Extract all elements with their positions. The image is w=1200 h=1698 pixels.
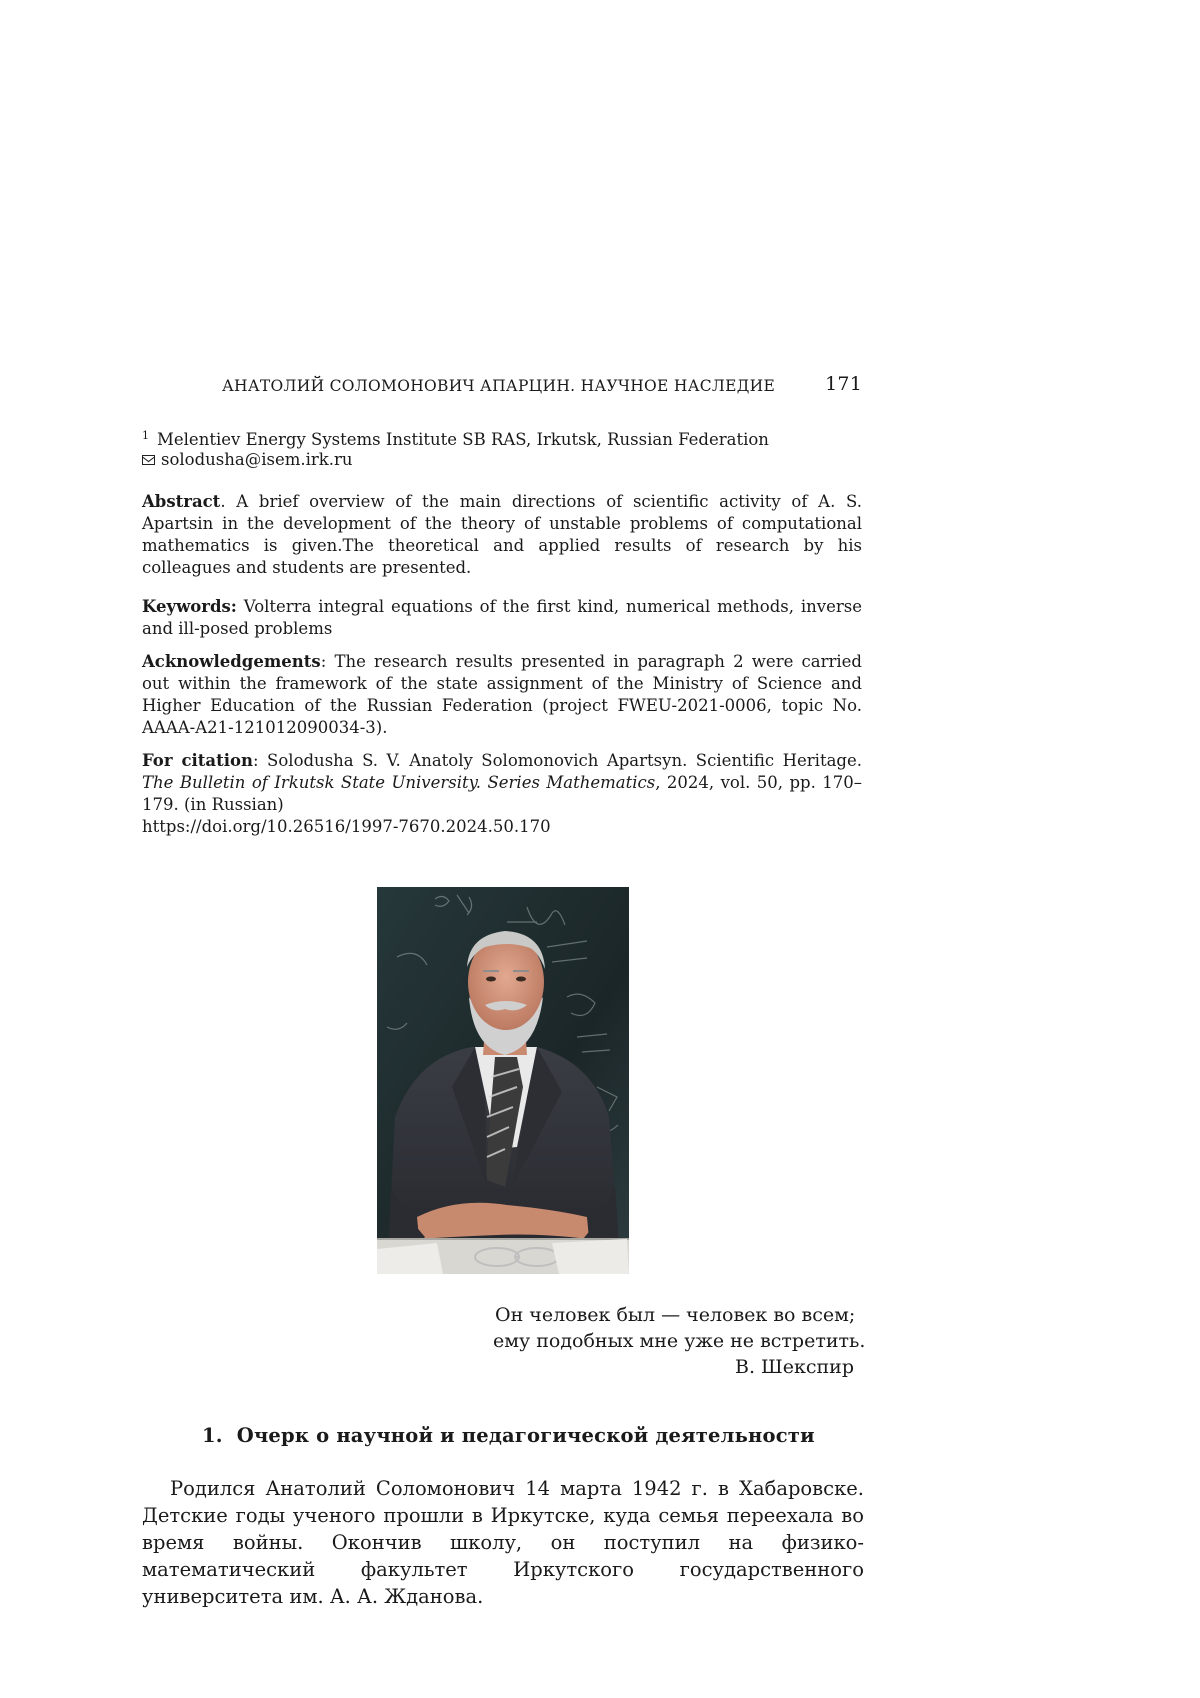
keywords-label: Keywords: [142, 597, 237, 616]
email-link[interactable]: solodusha@isem.irk.ru [161, 450, 353, 469]
affiliation [142, 425, 862, 451]
envelope-icon [142, 455, 155, 465]
abstract-text: . A brief overview of the main directions of scientific activity of A. S. Apartsin in the development of the theory of unstable problems of computational mathematics is given.The theoretical and applied results of research by his colleagues and students are presented. [142, 492, 862, 577]
section-number: 1. [202, 1424, 223, 1447]
epigraph [470, 1302, 864, 1380]
acknowledgements-text: : The research results presented in paragraph 2 were carried out within the framework of the state assignment of the Ministry of Science and Higher Education of the Russian Federation (project FWEU-2021-0006, topic No. AAAA-A21-121012090034-3). [142, 652, 862, 737]
affiliation-text: Melentiev Energy Systems Institute SB RAS, Irkutsk, Russian Federation [157, 430, 769, 449]
epigraph-line-2: ему подобных мне уже не встретить. [493, 1330, 866, 1352]
citation-text-after: , 2024, vol. 50, pp. 170–179. (in Russian) [142, 773, 862, 814]
citation-journal: The Bulletin of Irkutsk State University. Series Mathematics [142, 773, 656, 792]
affiliation-marker: 1 [142, 429, 149, 442]
section-title: Очерк о научной и педагогической деятельности [236, 1424, 815, 1447]
page-number: 171 [825, 373, 862, 395]
portrait-photo [377, 887, 629, 1274]
citation [142, 750, 862, 816]
citation-label: For citation [142, 751, 254, 770]
acknowledgements-label: Acknowledgements [142, 652, 321, 671]
running-head [142, 373, 862, 401]
epigraph-author: В. Шекспир [735, 1356, 854, 1378]
abstract [142, 491, 862, 579]
section-heading [142, 1424, 862, 1447]
contact-line [142, 449, 862, 471]
citation-text-before: : Solodusha S. V. Anatoly Solomonovich Apartsyn. Scientific Heritage. [253, 751, 863, 770]
acknowledgements [142, 651, 862, 739]
body-paragraph: Родился Анатолий Соломонович 14 марта 1942 г. в Хабаровске. Детские годы ученого прошли в Иркутске, куда семья переехала во время войны. Окончив школу, он поступил на физико-математический факультет Иркутского государственного университета им. А. А. Жданова. [142, 1477, 864, 1608]
doi-link[interactable]: https://doi.org/10.26516/1997-7670.2024.50.170 [142, 817, 551, 836]
running-title: АНАТОЛИЙ СОЛОМОНОВИЧ АПАРЦИН. НАУЧНОЕ НАСЛЕДИЕ [222, 377, 776, 395]
epigraph-line-1: Он человек был — человек во всем; [495, 1304, 856, 1326]
keywords [142, 596, 862, 640]
keywords-text: Volterra integral equations of the first kind, numerical methods, inverse and ill-posed problems [142, 597, 862, 638]
abstract-label: Abstract [142, 492, 221, 511]
